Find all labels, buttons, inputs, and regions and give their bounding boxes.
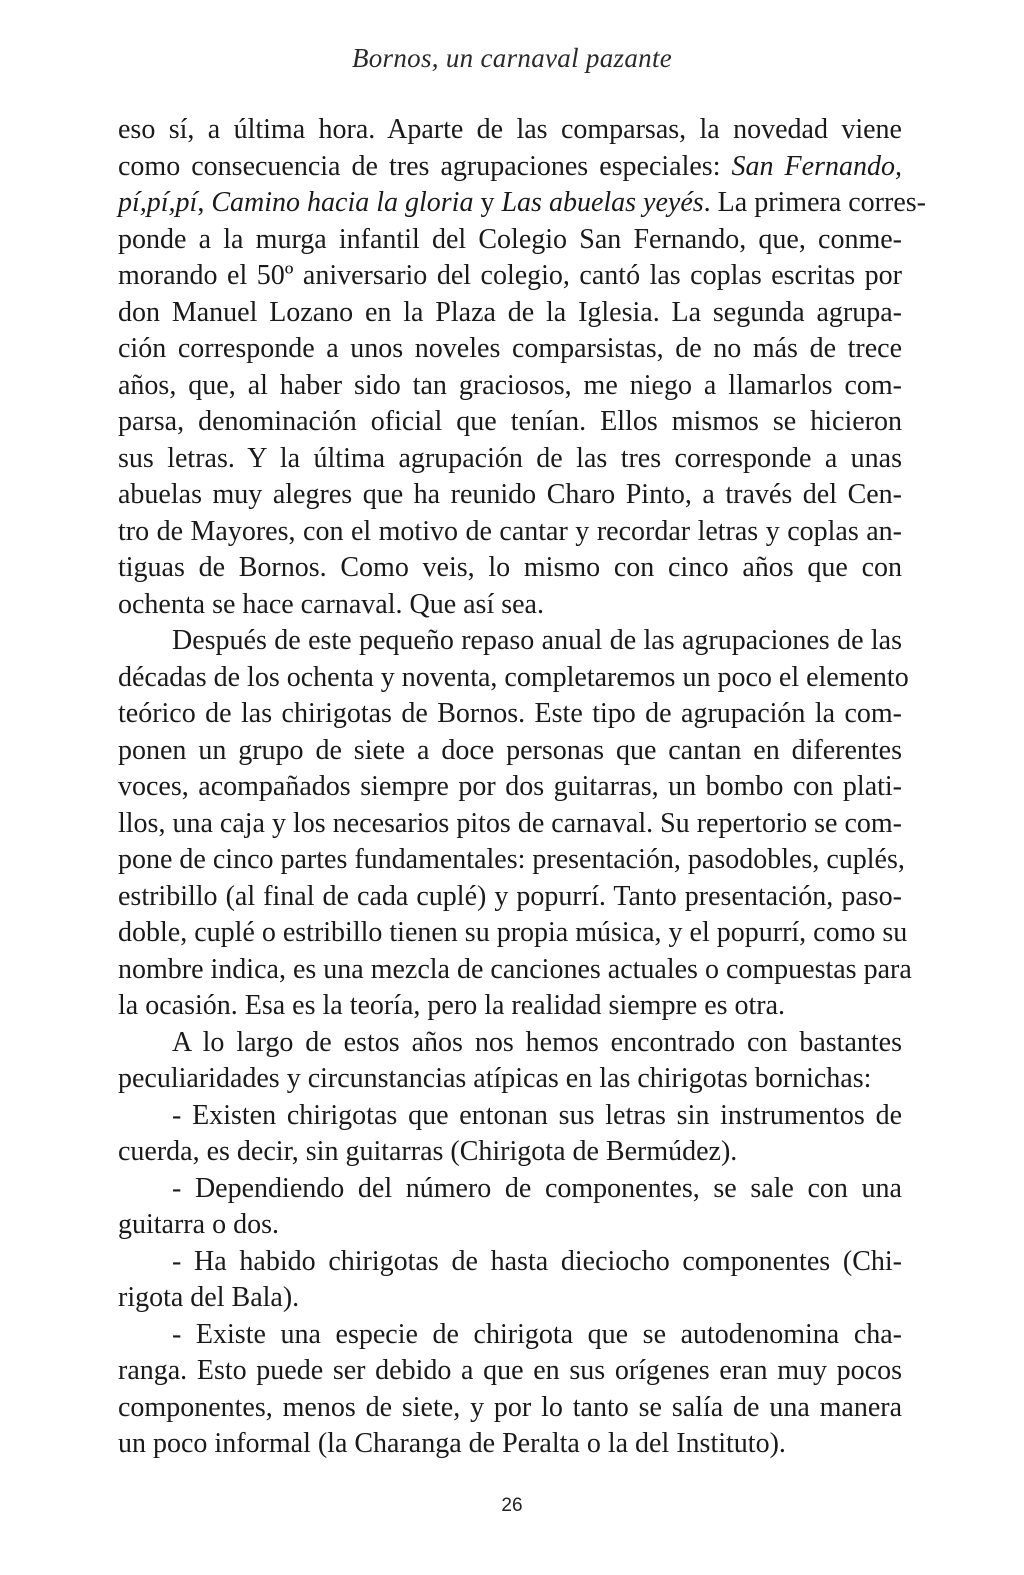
text-line: un poco informal (la Charanga de Peralta o la del Instituto). bbox=[118, 1428, 786, 1459]
text-span: . La primera corres- bbox=[703, 187, 926, 218]
text-line: parsa, denominación oficial que tenían. Ellos mismos se hicieron bbox=[118, 406, 902, 437]
text-line: teórico de las chirigotas de Bornos. Este tipo de agrupación la com- bbox=[118, 698, 902, 729]
text-line: ponde a la murga infantil del Colegio San Fernando, que, conme- bbox=[118, 223, 902, 255]
text-line: pone de cinco partes fundamentales: presentación, pasodobles, cuplés, bbox=[118, 844, 905, 875]
text-line: años, que, al haber sido tan graciosos, me niego a llamarlos com- bbox=[118, 369, 902, 401]
text-line: componentes, menos de siete, y por lo tanto se salía de una manera bbox=[118, 1391, 902, 1423]
text-line: - Existe una especie de chirigota que se autodenomina cha- bbox=[172, 1318, 902, 1350]
text-line: estribillo (al final de cada cuplé) y popurrí. Tanto presentación, paso- bbox=[118, 880, 902, 912]
text-line: tro de Mayores, con el motivo de cantar y recordar letras y coplas an- bbox=[118, 515, 902, 547]
text-line: abuelas muy alegres que ha reunido Charo Pinto, a través del Cen- bbox=[118, 479, 902, 510]
list-item bbox=[118, 1244, 902, 1317]
text-line: voces, acompañados siempre por dos guitarras, un bombo con plati- bbox=[118, 771, 902, 802]
text-line bbox=[118, 185, 926, 222]
italic-title: Las abuelas yeyés bbox=[501, 187, 704, 218]
text-line: nombre indica, es una mezcla de canciones actuales o compuestas para bbox=[118, 953, 912, 985]
body-text bbox=[118, 112, 926, 1463]
text-line: sus letras. Y la última agrupación de las tres corresponde a unas bbox=[118, 442, 902, 474]
text-line: eso sí, a última hora. Aparte de las comparsas, la novedad viene bbox=[118, 114, 902, 145]
text-line: Después de este pequeño repaso anual de las agrupaciones de las bbox=[172, 625, 902, 656]
paragraph bbox=[118, 623, 912, 1025]
text-line: A lo largo de estos años nos hemos encontrado con bastantes bbox=[172, 1026, 902, 1058]
text-line bbox=[118, 149, 902, 186]
text-line: rigota del Bala). bbox=[118, 1282, 300, 1313]
text-line: doble, cuplé o estribillo tienen su propia música, y el popurrí, como su bbox=[118, 917, 908, 948]
text-line: - Dependiendo del número de componentes, se sale con una bbox=[172, 1172, 902, 1204]
text-line: ponen un grupo de siete a doce personas que cantan en diferentes bbox=[118, 734, 902, 766]
text-line: llos, una caja y los necesarios pitos de carnaval. Su repertorio se com- bbox=[118, 807, 902, 839]
page-number: 26 bbox=[501, 1495, 523, 1516]
italic-title: Camino hacia la gloria bbox=[211, 187, 474, 218]
text-line: guitarra o dos. bbox=[118, 1209, 279, 1240]
paragraph bbox=[118, 112, 926, 623]
italic-title: San Fernando, bbox=[731, 150, 902, 182]
running-head: Bornos, un carnaval pazante bbox=[351, 43, 673, 73]
text-line: ochenta se hace carnaval. Que así sea. bbox=[118, 588, 544, 620]
text-line: décadas de los ochenta y noventa, completaremos un poco el elemento bbox=[118, 661, 909, 693]
text-line: tiguas de Bornos. Como veis, lo mismo con cinco años que con bbox=[118, 552, 902, 583]
text-line: don Manuel Lozano en la Plaza de la Iglesia. La segunda agrupa- bbox=[118, 296, 902, 328]
italic-title: pí,pí,pí bbox=[118, 187, 198, 218]
list-item bbox=[118, 1171, 902, 1244]
text-line: cuerda, es decir, sin guitarras (Chirigota de Bermúdez). bbox=[118, 1136, 738, 1167]
text-span: como consecuencia de tres agrupaciones especiales: bbox=[118, 150, 732, 182]
list-item bbox=[118, 1098, 902, 1171]
text-line: ción corresponde a unos noveles comparsistas, de no más de trece bbox=[118, 333, 902, 364]
text-line: ranga. Esto puede ser debido a que en sus orígenes eran muy pocos bbox=[118, 1355, 902, 1386]
text-line: - Existen chirigotas que entonan sus letras sin instrumentos de bbox=[172, 1099, 902, 1131]
text-span: , bbox=[197, 187, 212, 218]
text-line: peculiaridades y circunstancias atípicas en las chirigotas bornichas: bbox=[118, 1063, 872, 1094]
text-line: la ocasión. Esa es la teoría, pero la realidad siempre es otra. bbox=[118, 990, 786, 1021]
list-item bbox=[118, 1317, 902, 1463]
text-line: - Ha habido chirigotas de hasta dieciocho componentes (Chi- bbox=[172, 1245, 902, 1277]
text-span: y bbox=[473, 187, 502, 218]
paragraph bbox=[118, 1025, 902, 1098]
text-line: morando el 50º aniversario del colegio, cantó las coplas escritas por bbox=[118, 260, 902, 291]
